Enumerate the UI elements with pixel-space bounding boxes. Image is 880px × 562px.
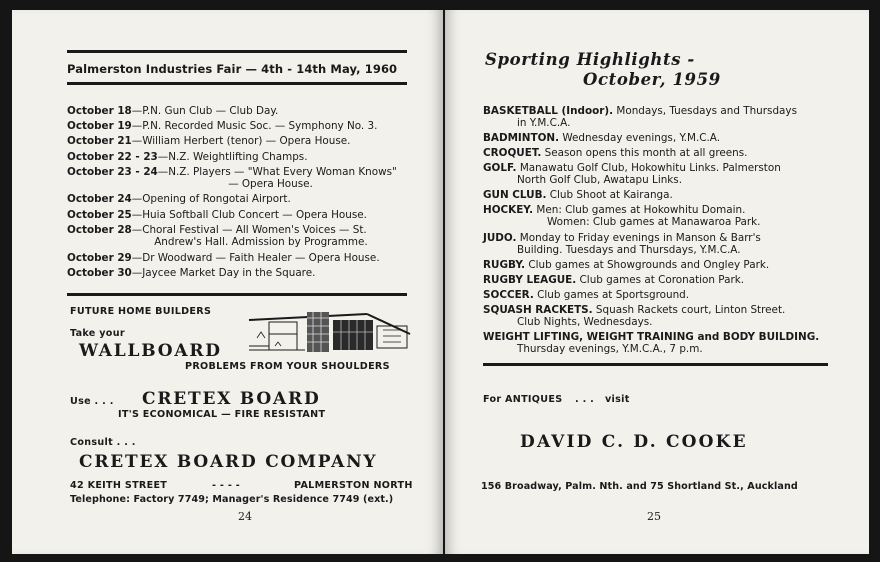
event-text: Choral Festival — All Women's Voices — St.: [142, 223, 367, 236]
sport-item: [483, 289, 828, 301]
house-illustration: [247, 298, 412, 354]
address-right: PALMERSTON NORTH: [294, 480, 413, 491]
sport-item: [483, 232, 828, 256]
sport-text: Manawatu Golf Club, Hokowhitu Links. Palmerston: [519, 162, 781, 175]
event-date: October 30: [67, 266, 132, 279]
sport-name: RUGBY.: [483, 258, 526, 271]
page-number: 25: [647, 510, 661, 523]
sport-text: Men: Club games at Hokowhitu Domain.: [536, 204, 746, 217]
event-item: October 25 — Huia Softball Club Concert — Opera House.: [67, 209, 417, 222]
sport-name: WEIGHT LIFTING, WEIGHT TRAINING and BODY BUILDING.: [483, 331, 820, 344]
event-date: October 29: [67, 251, 132, 264]
event-item: October 30 — Jaycee Market Day in the Square.: [67, 267, 417, 280]
sport-item: [483, 204, 828, 228]
sporting-title-line1: Sporting Highlights -: [485, 50, 695, 69]
event-text: Opening of Rongotai Airport.: [142, 193, 291, 206]
cretex-board-heading: CRETEX BOARD: [142, 389, 321, 409]
sport-name: BASKETBALL (Indoor).: [483, 105, 614, 117]
events-list: [67, 105, 417, 282]
visit-label: visit: [605, 394, 630, 405]
event-item: October 23 - 24 — N.Z. Players — "What Every Woman Knows" — Opera House.: [67, 166, 417, 191]
right-page: [445, 10, 869, 554]
page-number: 24: [238, 510, 252, 523]
event-text: William Herbert (tenor) — Opera House.: [142, 135, 351, 148]
sport-item: [483, 147, 828, 159]
sport-text: Monday to Friday evenings in Manson & Barr's: [519, 231, 761, 244]
sports-list: [483, 105, 828, 358]
event-text-cont: — Opera House.: [228, 178, 313, 191]
event-date: October 21: [67, 135, 132, 148]
event-text: Huia Softball Club Concert — Opera House.: [142, 208, 367, 221]
left-page: [12, 10, 443, 554]
event-text: P.N. Gun Club — Club Day.: [142, 105, 279, 117]
event-text: Dr Woodward — Faith Healer — Opera House.: [142, 251, 380, 264]
antiques-dots: . . .: [575, 394, 595, 405]
address-left: 42 KEITH STREET: [70, 480, 168, 491]
event-text: P.N. Recorded Music Soc. — Symphony No. 3.: [142, 120, 378, 133]
sport-item: [483, 105, 828, 129]
event-date: October 19: [67, 120, 132, 133]
ad-rule: [67, 293, 407, 296]
economical-tagline: IT'S ECONOMICAL — FIRE RESISTANT: [118, 409, 326, 420]
event-text-cont: Andrew's Hall. Admission by Programme.: [154, 236, 368, 249]
telephone-line: Telephone: Factory 7749; Manager's Residence 7749 (ext.): [70, 494, 394, 505]
sport-name: JUDO.: [483, 231, 517, 244]
sport-item: [483, 162, 828, 186]
event-date: October 23 - 24: [67, 165, 158, 178]
sport-name: RUGBY LEAGUE.: [483, 273, 577, 286]
sport-item: [483, 331, 828, 355]
event-date: October 28: [67, 223, 132, 236]
sport-text-cont: Club Nights, Wednesdays.: [517, 315, 653, 328]
fair-title: Palmerston Industries Fair — 4th - 14th May, 1960: [67, 62, 398, 76]
sport-name: GUN CLUB.: [483, 189, 547, 202]
event-item: October 24 — Opening of Rongotai Airport.: [67, 193, 417, 206]
event-date: October 18: [67, 105, 132, 117]
wallboard-heading: WALLBOARD: [79, 341, 222, 361]
sport-name: GOLF.: [483, 162, 517, 175]
event-item: October 19 — P.N. Recorded Music Soc. — Symphony No. 3.: [67, 120, 417, 133]
event-item: October 22 - 23 — N.Z. Weightlifting Champs.: [67, 151, 417, 164]
consult-label: Consult . . .: [70, 437, 136, 448]
cooke-address: 156 Broadway, Palm. Nth. and 75 Shortland St., Auckland: [481, 481, 798, 492]
event-date: October 25: [67, 208, 132, 221]
address-dots: - - - -: [212, 480, 241, 491]
event-item: October 28 — Choral Festival — All Women's Voices — St. Andrew's Hall. Admission by Programme.: [67, 224, 417, 249]
event-text: N.Z. Weightlifting Champs.: [168, 150, 308, 163]
use-label: Use . . .: [70, 396, 114, 407]
sport-item: [483, 304, 828, 328]
company-heading: CRETEX BOARD COMPANY: [79, 452, 378, 472]
take-your: Take your: [70, 328, 125, 339]
sport-name: SQUASH RACKETS.: [483, 303, 593, 316]
sport-item: [483, 274, 828, 286]
sport-name: BADMINTON.: [483, 132, 560, 145]
sport-text-cont: North Golf Club, Awatapu Links.: [517, 174, 683, 187]
sport-item: [483, 189, 828, 201]
david-cooke-heading: DAVID C. D. COOKE: [520, 432, 748, 452]
future-home-builders: FUTURE HOME BUILDERS: [70, 306, 212, 317]
title-rule: [67, 82, 407, 85]
sport-name: SOCCER.: [483, 288, 534, 301]
sport-text: Club games at Sportsground.: [537, 288, 690, 301]
sport-text: Squash Rackets court, Linton Street.: [595, 303, 786, 316]
event-text: N.Z. Players — "What Every Woman Knows": [168, 165, 397, 178]
sport-text: Club Shoot at Kairanga.: [549, 189, 673, 202]
sports-end-rule: [483, 363, 828, 366]
sport-text: Mondays, Tuesdays and Thursdays: [616, 105, 797, 117]
event-date: October 22 - 23: [67, 150, 158, 163]
sport-text-cont: Building. Tuesdays and Thursdays, Y.M.C.A.: [517, 243, 741, 256]
sport-name: HOCKEY.: [483, 204, 534, 217]
for-antiques: For ANTIQUES: [483, 394, 563, 405]
event-date: October 24: [67, 193, 132, 206]
sport-text: Wednesday evenings, Y.M.C.A.: [562, 132, 721, 145]
event-text: Jaycee Market Day in the Square.: [142, 266, 316, 279]
sporting-title-line2: October, 1959: [583, 70, 721, 89]
sport-text-cont: Women: Club games at Manawaroa Park.: [547, 216, 761, 229]
top-rule: [67, 50, 407, 53]
event-item: October 21 — William Herbert (tenor) — Opera House.: [67, 135, 417, 148]
problems-tagline: PROBLEMS FROM YOUR SHOULDERS: [185, 361, 390, 372]
sport-text-cont: Thursday evenings, Y.M.C.A., 7 p.m.: [517, 343, 703, 356]
sport-text-cont: in Y.M.C.A.: [517, 117, 571, 129]
sport-item: [483, 259, 828, 271]
sport-name: CROQUET.: [483, 147, 542, 160]
event-item: October 29 — Dr Woodward — Faith Healer — Opera House.: [67, 252, 417, 265]
sport-item: [483, 132, 828, 144]
sport-text: Club games at Showgrounds and Ongley Park.: [528, 258, 770, 271]
event-item: October 18 — P.N. Gun Club — Club Day.: [67, 105, 417, 118]
sport-text: Club games at Coronation Park.: [579, 273, 745, 286]
sport-text: Season opens this month at all greens.: [544, 147, 748, 160]
